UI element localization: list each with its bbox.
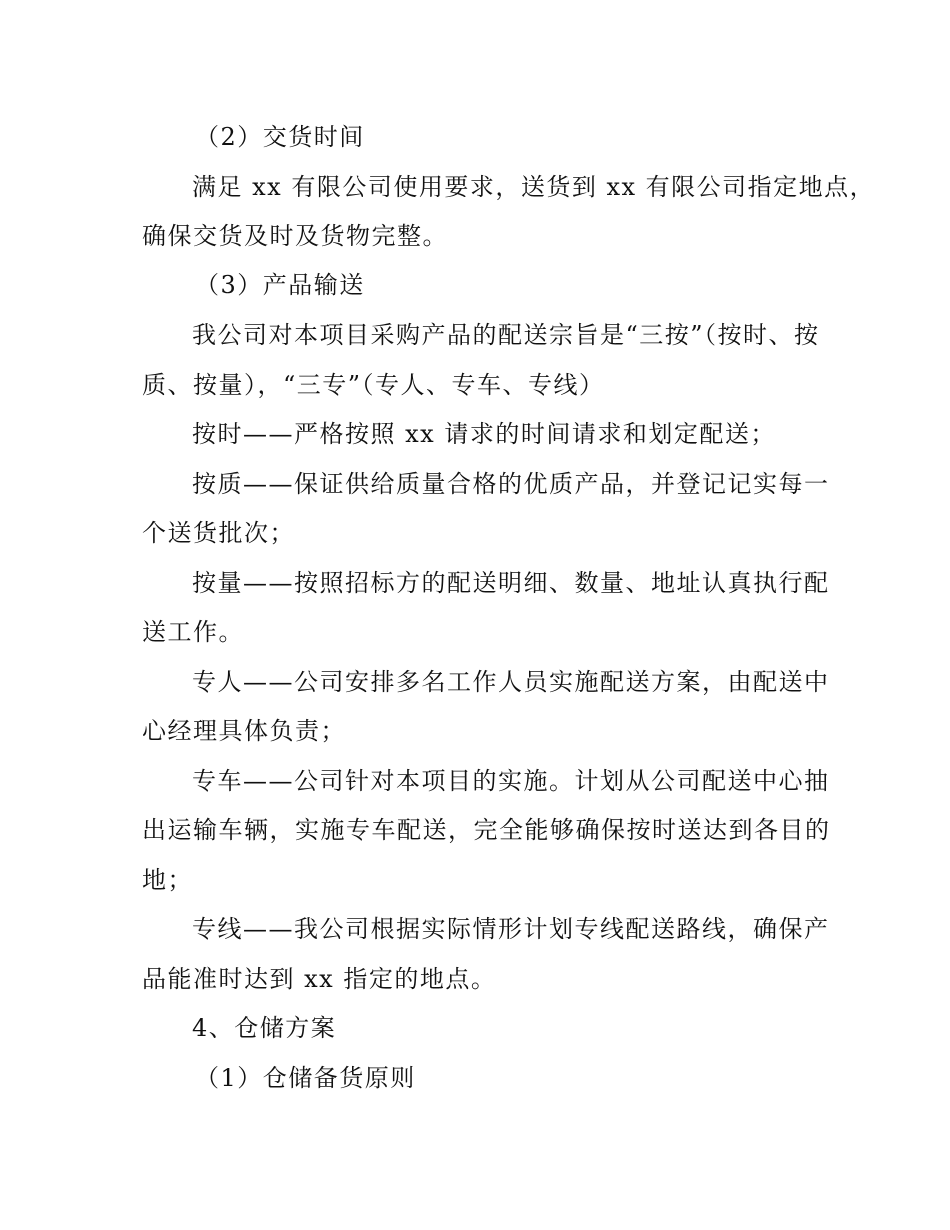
paragraph-line: 专车——公司针对本项目的实施。计划从公司配送中心抽 <box>192 767 830 795</box>
paragraph-line: 心经理具体负责； <box>142 717 346 745</box>
paragraph-line: 满足 xx 有限公司使用要求，送货到 xx 有限公司指定地点， <box>192 173 876 201</box>
paragraph-line: 出运输车辆，实施专车配送，完全能够确保按时送达到各目的 <box>142 816 831 844</box>
paragraph-line: 专线——我公司根据实际情形计划专线配送路线，确保产 <box>192 915 830 943</box>
paragraph-line: 按量——按照招标方的配送明细、数量、地址认真执行配 <box>192 569 830 597</box>
paragraph-line: 送工作。 <box>142 618 244 646</box>
paragraph-line: 地； <box>142 866 193 894</box>
paragraph-line: 个送货批次； <box>142 519 295 547</box>
paragraph-line: 专人——公司安排多名工作人员实施配送方案，由配送中 <box>192 668 830 696</box>
section-heading-storage-principle: （1）仓储备货原则 <box>195 1064 416 1092</box>
paragraph-line: 我公司对本项目采购产品的配送宗旨是“三按”（按时、按 <box>192 321 820 349</box>
paragraph-line: 确保交货及时及货物完整。 <box>142 222 448 250</box>
section-heading-storage-plan: 4、仓储方案 <box>192 1014 337 1042</box>
section-heading-product-delivery: （3）产品输送 <box>195 271 365 299</box>
paragraph-line: 按质——保证供给质量合格的优质产品，并登记记实每一 <box>192 470 830 498</box>
paragraph-line: 质、按量），“三专”（专人、专车、专线） <box>142 371 605 399</box>
section-heading-delivery-time: （2）交货时间 <box>195 123 365 151</box>
paragraph-line: 品能准时达到 xx 指定的地点。 <box>142 965 497 993</box>
paragraph-line: 按时——严格按照 xx 请求的时间请求和划定配送； <box>192 420 776 448</box>
